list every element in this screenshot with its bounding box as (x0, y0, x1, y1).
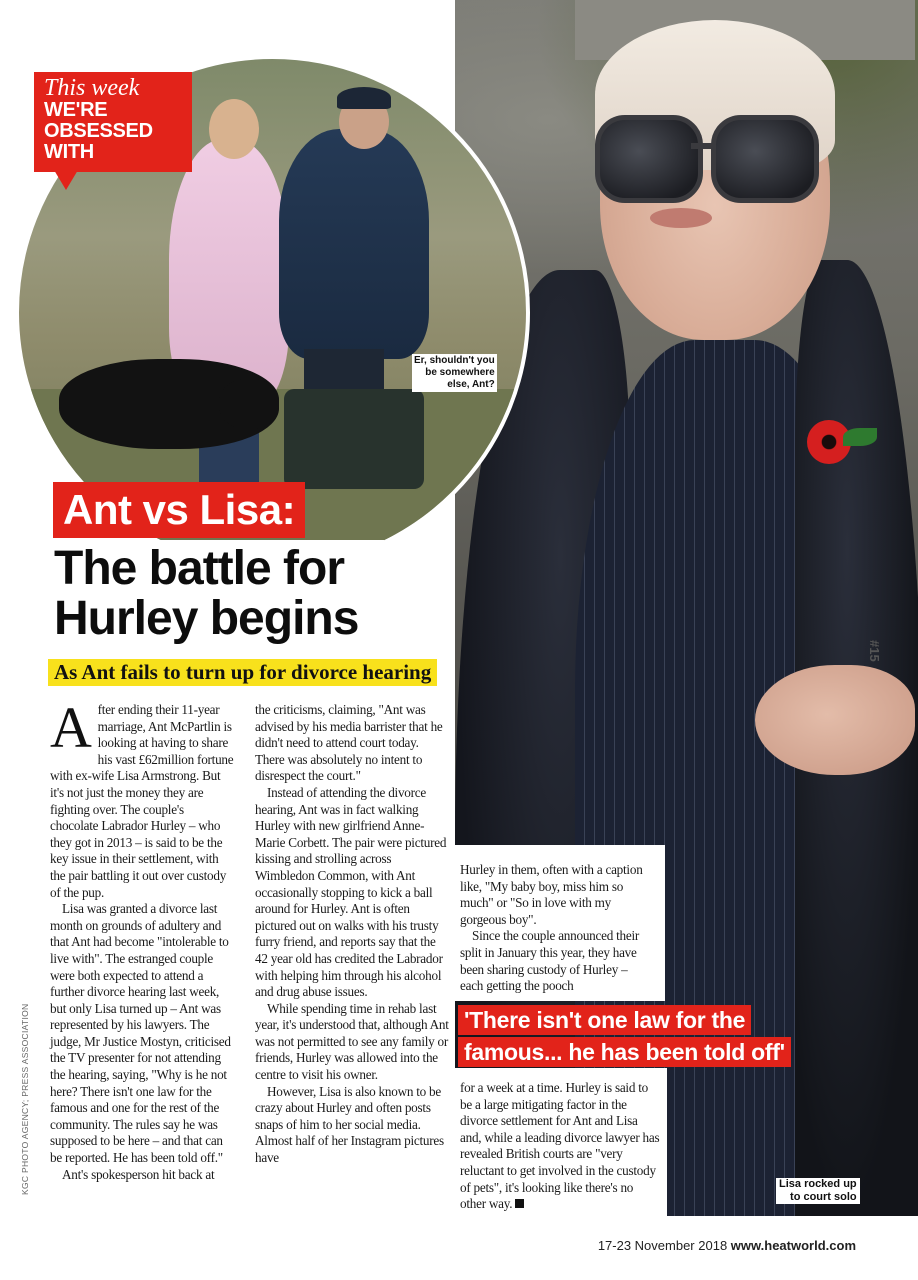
paragraph: for a week at a time. Hurley is said to be a large mitigating factor in the divorce settlement for Ant and Lisa and, while a leading divorce lawyer has revealed British courts are "very reluctant to get involved in the custody of pets", it's looking like there's no other way. (460, 1080, 660, 1212)
end-mark-icon (515, 1199, 524, 1208)
headline-line: The battle for (54, 542, 345, 595)
badge-line: WE'RE (44, 99, 108, 121)
caption-line: Er, shouldn't you (414, 355, 495, 366)
lisa-photo-caption (776, 1178, 860, 1204)
headline-line: Hurley begins (54, 592, 359, 645)
headline (52, 540, 384, 646)
paragraph: Ant's spokesperson hit back at (62, 1166, 215, 1182)
paragraph: Since the couple announced their split in January this year, they have been sharing custody of Hurley – each getting the pooch (460, 928, 640, 994)
kicker: Ant vs Lisa: (53, 482, 305, 538)
man-navy-coat (279, 129, 429, 359)
paragraph: Instead of attending the divorce hearing, Ant was in fact walking Hurley with new girlfriend Anne-Marie Corbett. The pair were pictured kissing and strolling across Wimbledon Common, with Ant occasionally stopping to kick a ball around for Hurley. Ant is often pictured out on walks with his trusty furry friend, and reports say that the 42 year old has credited the Labrador with helping him through his alcohol and drug abuse issues. (255, 784, 447, 1000)
side-tag: #15 (867, 640, 882, 662)
lisa-lips (650, 208, 712, 228)
article-column-1 (50, 695, 235, 1183)
dropcap: A (50, 695, 92, 760)
circle-photo-caption (412, 354, 497, 392)
sunglasses (595, 115, 815, 205)
poppy-leaf-icon (843, 428, 877, 446)
paragraph: Hurley in them, often with a caption like, "My baby boy, miss him so much" or "So in love with my gorgeous boy". (460, 862, 643, 927)
photo-credit: KGC PHOTO AGENCY; PRESS ASSOCIATION (20, 1003, 30, 1195)
caption-line: be somewhere (425, 367, 495, 378)
man-cap (337, 87, 391, 109)
article-column-3-top (460, 862, 650, 995)
badge-title (44, 100, 153, 163)
paragraph: While spending time in rehab last year, it's understood that, although Ant was not permitted to see any family or friends, Hurley was allowed into the centre to visit his owner. (255, 1000, 449, 1083)
paragraph: Lisa was granted a divorce last month on grounds of adultery and that Ant had become "intolerable to live with". The estranged couple were both expected to attend a further divorce hearing last week, but only Lisa turned up – Ant was represented by his lawyers. The judge, Mr Justice Mostyn, criticised the TV presenter for not attending the hearing, saying, "Why is he not here? There isn't one law for the famous and one for the rest of the community. The rules say he was supposed to be here – and that can be reported. He has been told off." (50, 901, 231, 1166)
paragraph: After ending their 11-year marriage, Ant McPartlin is looking at having to share his vast £62million fortune with ex-wife Lisa Armstrong. But it's not just the money they are fighting over. The couple's chocolate Labrador Hurley – who they got in 2013 – is said to be the key issue in their settlement, with the pair battling it out over custody of the pup. (50, 695, 234, 900)
standfirst: As Ant fails to turn up for divorce hearing (48, 659, 437, 686)
badge-pointer-icon (54, 170, 78, 190)
page-footer (598, 1238, 856, 1253)
caption-line: Lisa rocked up (779, 1178, 857, 1190)
pull-quote-line: 'There isn't one law for the (458, 1005, 751, 1035)
paragraph: However, Lisa is also known to be crazy about Hurley and often posts snaps of him to her social media. Almost half of her Instagram pictures have (255, 1083, 444, 1166)
article-column-2 (255, 702, 450, 1167)
lisa-hand (755, 665, 915, 775)
badge-line: WITH (44, 141, 94, 163)
website-link[interactable]: www.heatworld.com (730, 1238, 856, 1253)
issue-date: 17-23 November 2018 (597, 1238, 728, 1253)
badge-line: OBSESSED (44, 120, 153, 142)
article-column-3-bottom (460, 1080, 660, 1213)
labrador-head (219, 379, 279, 429)
woman-head (209, 99, 259, 159)
pull-quote (458, 1005, 791, 1069)
badge-this-week: This week (44, 75, 140, 101)
caption-line: to court solo (790, 1191, 857, 1203)
caption-line: else, Ant? (447, 379, 495, 390)
pull-quote-line: famous... he has been told off' (458, 1037, 791, 1067)
wellington-boots (284, 389, 424, 489)
paragraph: the criticisms, claiming, "Ant was advised by his media barrister that he didn't need to attend court today. There was absolutely no intent to disrespect the court." (255, 702, 443, 784)
obsessed-badge (34, 72, 192, 172)
